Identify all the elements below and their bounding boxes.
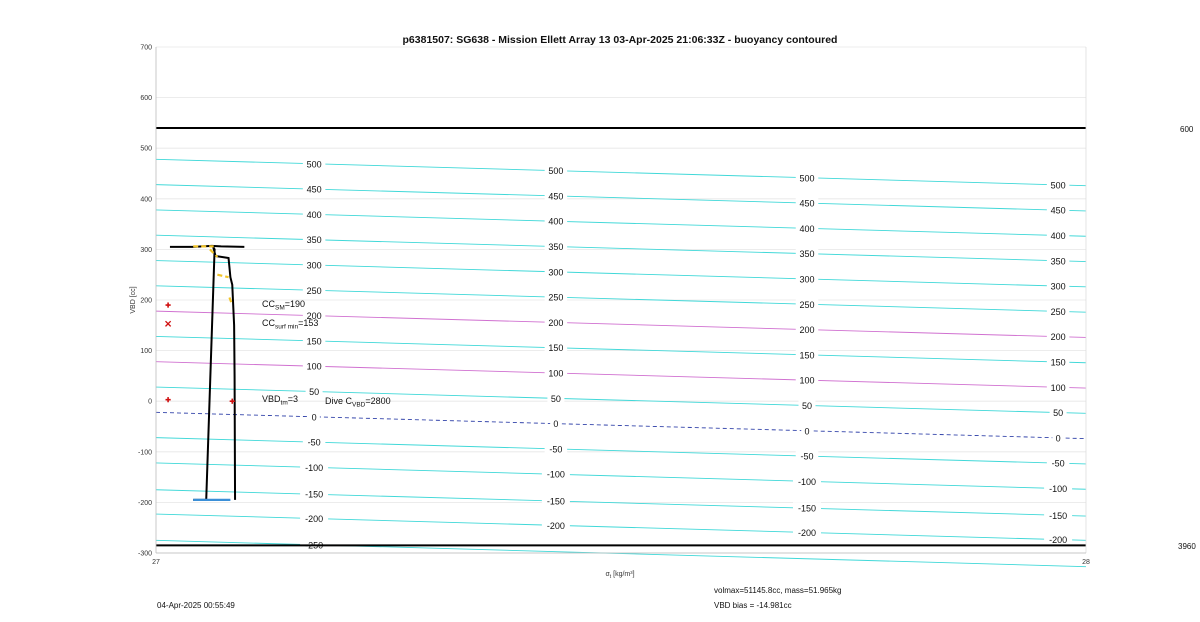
contour-label: 200 [548, 317, 564, 328]
contour-label: 50 [309, 387, 320, 398]
annotation-sub: VBD [352, 401, 366, 409]
contour-label: 50 [550, 393, 561, 404]
contour-label: -150 [305, 489, 324, 500]
contour-label: 150 [548, 343, 564, 354]
contour-label: 100 [306, 361, 322, 372]
contour-label: -250 [305, 540, 324, 551]
contour-label: -100 [305, 462, 324, 473]
contour-label: -200 [1049, 535, 1068, 546]
contour-label: -50 [1051, 458, 1065, 469]
contour-label: 200 [1050, 332, 1066, 343]
annotation-value: =190 [284, 299, 306, 309]
contour-label: 200 [306, 311, 322, 322]
y-tick-label: 300 [140, 246, 152, 254]
contour-label: 450 [799, 198, 815, 209]
contour-label: 250 [306, 285, 322, 296]
contour-label: -100 [797, 476, 817, 487]
y-tick-label: -200 [137, 499, 152, 507]
contour-label: 500 [306, 159, 322, 170]
footer-volmax: volmax=51145.8cc, mass=51.965kg [714, 586, 842, 595]
contour-label: 300 [548, 267, 564, 278]
contour-label: 400 [799, 223, 815, 234]
annotation-main: CC [262, 299, 275, 309]
y-axis-label: VBD [cc] [130, 286, 137, 314]
contour-label: 200 [799, 325, 815, 336]
annotation-value: =153 [298, 318, 319, 328]
annotation-main: CC [262, 318, 275, 328]
contour-label: 350 [306, 235, 322, 246]
annotation-main: VBD [262, 394, 281, 404]
contour-label: 400 [1050, 230, 1066, 241]
contour-label: 0 [1055, 433, 1061, 444]
contour-label: -100 [546, 469, 565, 480]
contour-label: 250 [799, 299, 815, 310]
contour-label: -150 [1049, 510, 1068, 521]
contour-label: -100 [1049, 483, 1068, 494]
annotation-sub: tm [280, 399, 288, 407]
y-tick-label: 100 [140, 348, 152, 356]
x-axis-label-unit: [kg/m³] [611, 571, 635, 578]
contour-label: 500 [548, 166, 564, 177]
contour-label: 100 [1050, 382, 1066, 393]
contour-label: -200 [797, 527, 817, 538]
contour-label: -50 [307, 437, 321, 448]
annotation-main: Dive C [325, 396, 353, 406]
contour-label: 0 [311, 412, 317, 423]
contour-label: 50 [801, 400, 813, 411]
contour-label: 400 [548, 216, 564, 227]
y-tick-label: -300 [137, 550, 152, 558]
contour-label: -200 [305, 514, 324, 525]
contour-label: 150 [1050, 357, 1066, 368]
contour-label: 0 [804, 426, 810, 437]
annotation-value: =2800 [365, 396, 391, 406]
x-axis-label [605, 571, 634, 580]
contour-label: 350 [548, 242, 564, 253]
contour-label: 450 [306, 184, 322, 195]
annotation-sub: SM [275, 304, 285, 312]
contour-label: 350 [799, 249, 815, 260]
contour-label: 300 [1050, 281, 1066, 292]
footer-vbd-bias: VBD bias = -14.981cc [714, 601, 792, 610]
contour-label: 100 [799, 375, 815, 386]
contour-label: 500 [799, 173, 815, 184]
contour-label: -200 [546, 520, 565, 531]
contour-label: 150 [799, 350, 815, 361]
contour-label: 0 [553, 419, 559, 430]
contour-label: 150 [306, 336, 322, 347]
y-tick-label: 200 [140, 297, 152, 305]
contour-label: -150 [546, 496, 565, 507]
annotation-sub: surf min [275, 323, 299, 331]
x-tick-label: 27 [152, 559, 160, 566]
x-axis-label-sub: t [609, 574, 612, 580]
contour-label: 250 [548, 292, 564, 303]
footer-timestamp: 04-Apr-2025 00:55:49 [157, 601, 235, 610]
y-tick-label: 700 [140, 44, 152, 52]
contour-label: -150 [797, 503, 817, 514]
glider-trace-line [170, 246, 244, 247]
y-tick-label: 0 [148, 398, 152, 406]
contour-label: 350 [1050, 256, 1066, 267]
annotation-value: =3 [287, 394, 299, 404]
contour-label: -50 [800, 451, 814, 462]
contour-label: 50 [1053, 408, 1064, 419]
contour-label: 250 [1050, 306, 1066, 317]
x-tick-label: 28 [1082, 559, 1090, 566]
y-tick-label: -100 [137, 449, 152, 457]
y-tick-label: 400 [140, 196, 152, 204]
y-tick-label: 600 [140, 95, 152, 103]
x-axis-label-main: σ [605, 571, 610, 578]
chart-title: p6381507: SG638 - Mission Ellett Array 13 03-Apr-2025 21:06:33Z - buoyancy contoured [402, 34, 838, 46]
contour-label: 300 [799, 274, 815, 285]
contour-label: 400 [306, 209, 322, 220]
contour-label: 500 [1050, 180, 1066, 191]
right-label-bottom: 3960 [1178, 542, 1196, 551]
right-label-top: 600 [1180, 125, 1194, 134]
contour-label: 100 [548, 368, 564, 379]
contour-label: -50 [549, 444, 563, 455]
contour-label: 450 [1050, 205, 1066, 216]
contour-label: 300 [306, 260, 322, 271]
y-tick-label: 500 [140, 145, 152, 153]
contour-label: 450 [548, 191, 564, 202]
